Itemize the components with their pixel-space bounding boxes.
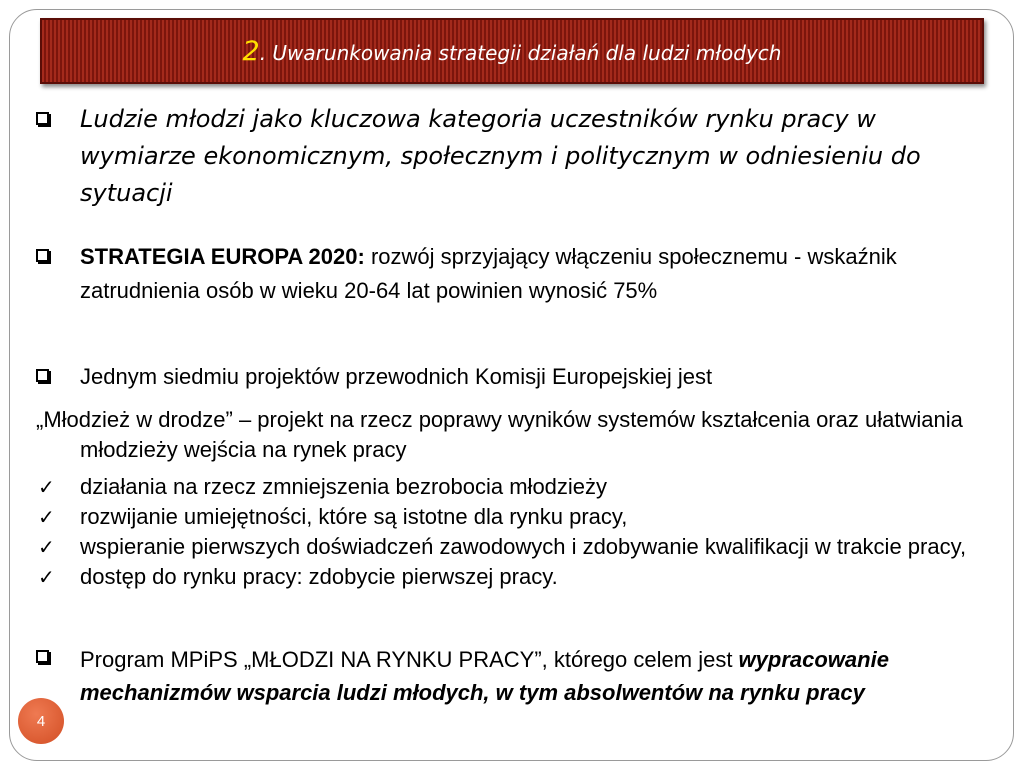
title-banner [40, 18, 984, 84]
title-number: 2 [242, 35, 260, 67]
strategy-label: STRATEGIA EUROPA 2020: [80, 244, 365, 269]
bullet-europe-2020 [36, 240, 996, 308]
bullet-text [36, 643, 996, 709]
square-bullet-icon [36, 369, 49, 382]
program-goal: wypracowanie mechanizmów wsparcia ludzi młodych, w tym absolwentów na rynku pracy [80, 647, 889, 705]
page-number-badge [18, 698, 64, 744]
bullet-text: Ludzie młodzi jako kluczowa kategoria uczestników rynku pracy w wymiarze ekonomicznym, społecznym i politycznym w odniesieniu do sytuacji [80, 105, 921, 207]
checkmark-icon: ✓ [38, 505, 55, 529]
square-bullet-icon [36, 112, 49, 125]
bullet-text [36, 240, 996, 308]
list-item-text: dostęp do rynku pracy: zdobycie pierwszej pracy. [80, 564, 558, 589]
paragraph-youth-on-the-move [36, 405, 996, 465]
list-item-text: działania na rzecz zmniejszenia bezrobocia młodzieży [80, 474, 608, 499]
list-item [36, 532, 996, 562]
title-label: . Uwarunkowania strategii działań dla ludzi młodych [259, 40, 782, 65]
paragraph-text: „Młodzież w drodze” – projekt na rzecz poprawy wyników systemów kształcenia oraz ułatwiania młodzieży wejścia na rynek pracy [36, 407, 963, 462]
square-bullet-icon [36, 249, 49, 262]
list-item [36, 502, 996, 532]
bullet-mpips-program [36, 643, 996, 709]
checkmark-icon: ✓ [38, 475, 55, 499]
bullet-text: Jednym siedmiu projektów przewodnich Komisji Europejskiej jest [80, 364, 713, 389]
bullet-flagship-projects [36, 360, 996, 394]
list-item [36, 472, 996, 502]
list-item-text: wspieranie pierwszych doświadczeń zawodowych i zdobywanie kwalifikacji w trakcie pracy, [80, 534, 967, 559]
checkmark-icon: ✓ [38, 535, 55, 559]
strategy-description: rozwój sprzyjający włączeniu społecznemu - wskaźnik zatrudnienia osób w wieku 20-64 lat powinien wynosić 75% [80, 244, 897, 303]
page-title [243, 36, 782, 67]
page-number: 4 [36, 712, 46, 730]
program-description: Program MPiPS „MŁODZI NA RYNKU PRACY”, którego celem jest [80, 647, 739, 672]
list-item [36, 562, 996, 592]
check-list [36, 472, 996, 592]
list-item-text: rozwijanie umiejętności, które są istotne dla rynku pracy, [80, 504, 628, 529]
checkmark-icon: ✓ [38, 565, 55, 589]
square-bullet-icon [36, 650, 49, 663]
bullet-young-people [36, 101, 976, 212]
